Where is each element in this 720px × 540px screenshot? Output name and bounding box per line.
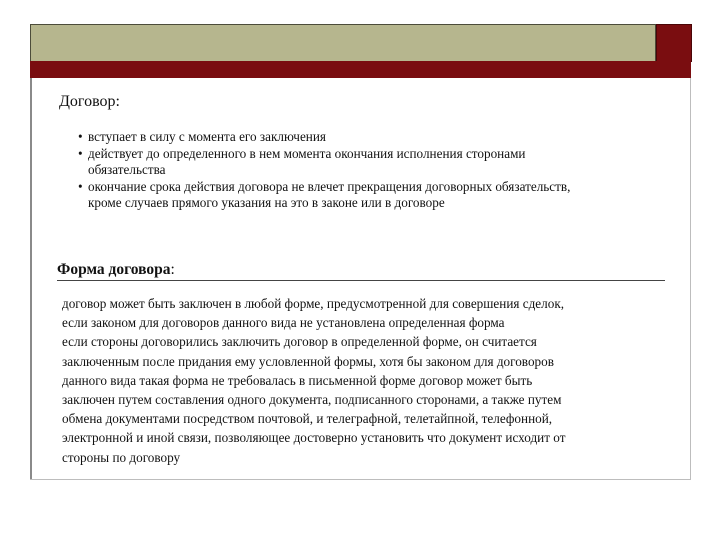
paragraph-line: электронной и иной связи, позволяющее достоверно установить что документ исходит от [62,430,566,446]
paragraph-line: заключен путем составления одного документа, подписанного сторонами, а также путем [62,392,562,408]
bullet-dot: • [78,146,83,161]
forma-heading-bold: Форма договора [57,261,171,278]
section-title: Договор: [59,93,120,110]
corner-accent-square [656,24,692,62]
bullet-item [78,146,678,178]
forma-heading-colon: : [170,261,175,278]
bullet-line: действует до определенного в нем момента окончания исполнения сторонами [88,146,526,161]
forma-paragraph [62,294,688,467]
bottom-border-rule [30,479,691,480]
bullet-line: кроме случаев прямого указания на это в законе или в договоре [88,195,445,210]
header-bar [30,24,656,62]
paragraph-line: заключенным после придания ему условленной формы, хотя бы законом для договоров [62,353,554,369]
paragraph-line: данного вида такая форма не требовалась в письменной форме договор может быть [62,372,533,388]
paragraph-line: стороны по договору [62,449,181,465]
bullet-item [78,179,678,211]
paragraph-line: если законом для договоров данного вида не установлена определенная форма [62,315,505,331]
bullet-line: окончание срока действия договора не влечет прекращения договорных обязательств, [88,179,571,194]
bullet-item [78,129,678,145]
bullet-line: вступает в силу с момента его заключения [88,129,326,144]
paragraph-line: договор может быть заключен в любой форме, предусмотренной для совершения сделок, [62,296,565,311]
accent-band [30,61,691,78]
left-border-rule [30,78,32,480]
forma-heading [57,261,175,279]
right-border-rule [690,78,691,480]
bullet-dot: • [78,179,83,194]
bullet-dot: • [78,129,83,144]
bullet-line: обязательства [88,162,166,177]
paragraph-line: обмена документами посредством почтовой, и телеграфной, телетайпной, телефонной, [62,411,553,427]
paragraph-line: если стороны договорились заключить договор в определенной форме, он считается [62,334,537,350]
bullet-list [78,129,678,212]
forma-heading-underline [57,280,665,281]
